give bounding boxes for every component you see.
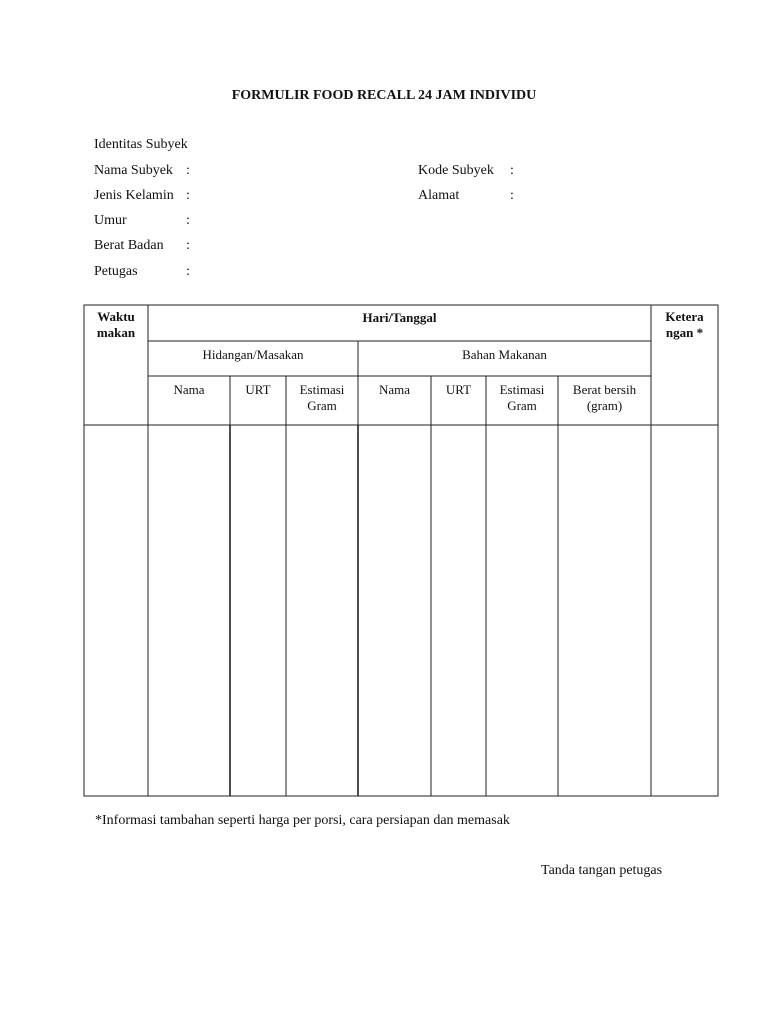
field-kode-subyek: Kode Subyek: [418, 163, 494, 178]
field-nama-subyek: Nama Subyek: [94, 163, 173, 178]
header-urt-bahan: URT: [445, 382, 472, 397]
field-colon: :: [186, 163, 190, 178]
field-petugas: Petugas: [94, 264, 138, 279]
header-keterangan-line1: Ketera: [665, 309, 704, 324]
header-hari-tanggal: Hari/Tanggal: [362, 310, 437, 325]
header-waktu-line1: Waktu: [97, 309, 135, 324]
header-berat-line1: Berat bersih: [572, 382, 637, 397]
field-colon: :: [186, 238, 190, 253]
header-estimasi-hidangan: [286, 382, 358, 414]
header-estimasi-line1: Estimasi: [299, 382, 345, 397]
form-title: FORMULIR FOOD RECALL 24 JAM INDIVIDU: [231, 88, 537, 103]
header-estimasi-line1: Estimasi: [499, 382, 545, 397]
header-waktu-makan: [84, 309, 148, 341]
header-urt-hidangan: URT: [245, 382, 271, 397]
signature-label: Tanda tangan petugas: [541, 863, 663, 878]
field-colon: :: [186, 188, 190, 203]
header-keterangan-line2: ngan *: [665, 325, 704, 340]
header-estimasi-line2: Gram: [507, 398, 537, 413]
field-colon: :: [510, 188, 514, 203]
field-colon: :: [186, 264, 190, 279]
header-bahan-makanan: Bahan Makanan: [462, 347, 547, 362]
field-jenis-kelamin: Jenis Kelamin: [94, 188, 174, 203]
header-waktu-line2: makan: [96, 325, 136, 340]
header-hidangan-masakan: Hidangan/Masakan: [202, 347, 304, 362]
header-keterangan: [651, 309, 718, 341]
header-berat-line2: (gram): [586, 398, 623, 413]
header-nama-bahan: Nama: [378, 382, 411, 397]
footnote: *Informasi tambahan seperti harga per porsi, cara persiapan dan memasak: [95, 813, 510, 828]
header-estimasi-bahan: [486, 382, 558, 414]
field-colon: :: [510, 163, 514, 178]
field-colon: :: [186, 213, 190, 228]
field-alamat: Alamat: [418, 188, 460, 203]
header-nama-hidangan: Nama: [173, 382, 205, 397]
header-estimasi-line2: Gram: [307, 398, 337, 413]
field-berat-badan: Berat Badan: [94, 238, 164, 253]
header-berat-bersih: [558, 382, 651, 414]
identity-heading: Identitas Subyek: [94, 137, 188, 152]
field-umur: Umur: [94, 213, 127, 228]
